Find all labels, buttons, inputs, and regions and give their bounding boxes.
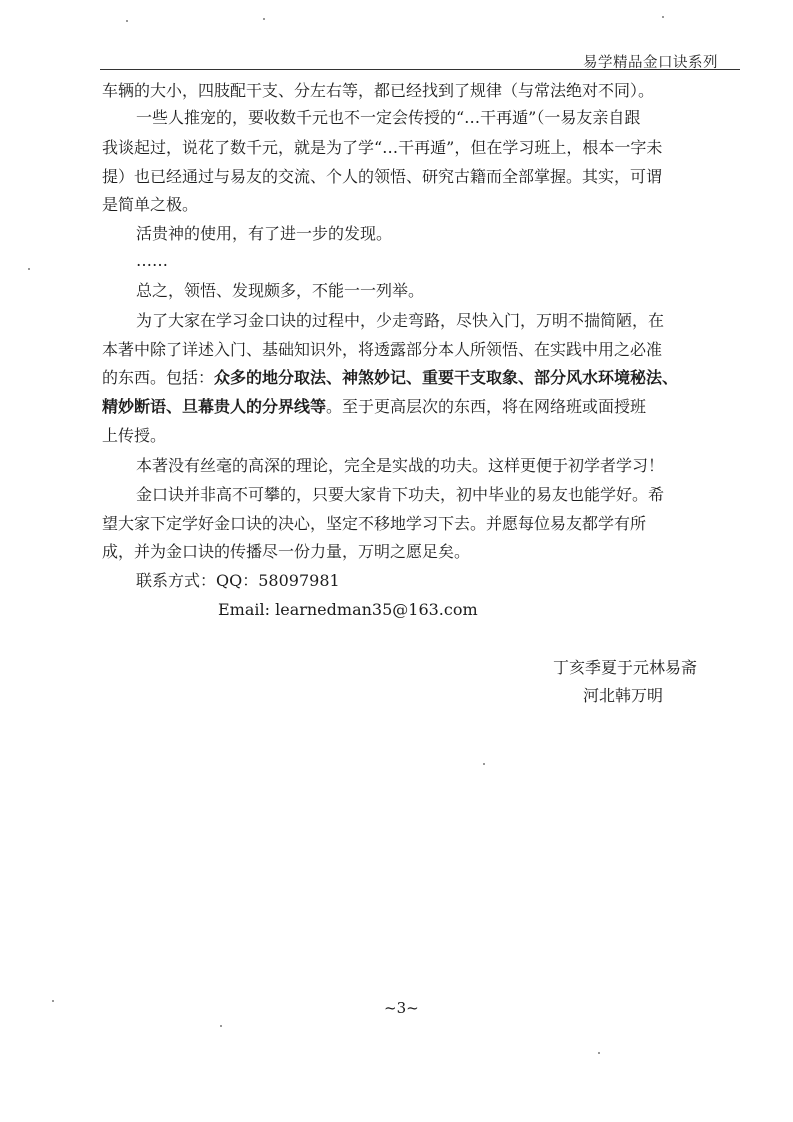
paragraph-line: 本著中除了详述入门、基础知识外，将透露部分本人所领悟、在实践中用之必准 [102, 340, 663, 359]
scan-speck [126, 20, 128, 22]
paragraph-line: 车辆的大小，四肢配干支、分左右等，都已经找到了规律（与常法绝对不同）。 [102, 81, 655, 100]
text-span: 的东西。包括： [102, 368, 215, 387]
contact-qq: 联系方式：QQ：58097981 [136, 571, 340, 590]
bold-highlight: 精妙断语、旦幕贵人的分界线等 [102, 397, 327, 416]
paragraph-line: 上传授。 [102, 426, 167, 445]
paragraph-line: 我谈起过，说花了数千元，就是为了学“…干再遁”，但在学习班上，根本一字未 [102, 138, 663, 157]
ellipsis-line: …… [136, 251, 168, 270]
signature-date-place: 丁亥季夏于元林易斋 [553, 658, 698, 677]
paragraph-line: 本著没有丝毫的高深的理论，完全是实战的功夫。这样更便于初学者学习！ [136, 456, 665, 475]
paragraph-line: 一些人推宠的，要收数千元也不一定会传授的“…干再遁”（一易友亲自跟 [136, 108, 641, 127]
scan-speck [598, 1052, 600, 1054]
paragraph-line [102, 396, 646, 418]
scan-speck [662, 16, 664, 18]
paragraph-line: 是简单之极。 [102, 195, 199, 214]
contact-email: Email: learnedman35@163.com [218, 600, 478, 619]
paragraph-line: 金口诀并非高不可攀的，只要大家肯下功夫，初中毕业的易友也能学好。希 [136, 485, 665, 504]
paragraph-line [102, 367, 678, 389]
bold-highlight: 众多的地分取法、神煞妙记、重要干支取象、部分风水环境秘法、 [214, 368, 679, 387]
scan-speck [220, 1025, 222, 1027]
header-rule [100, 69, 740, 70]
text-span: 。至于更高层次的东西，将在网络班或面授班 [326, 397, 647, 416]
scan-speck [263, 18, 265, 20]
page-number: ~3~ [384, 999, 419, 1017]
scan-speck [52, 1000, 54, 1002]
paragraph-line: 望大家下定学好金口诀的决心，坚定不移地学习下去。并愿每位易友都学有所 [102, 514, 647, 533]
scan-speck [483, 763, 485, 765]
scan-speck [28, 268, 30, 270]
paragraph-line: 成，并为金口诀的传播尽一份力量，万明之愿足矣。 [102, 542, 471, 561]
paragraph-line: 为了大家在学习金口诀的过程中，少走弯路，尽快入门，万明不揣简陋，在 [136, 311, 665, 330]
paragraph-line: 活贵神的使用，有了进一步的发现。 [136, 224, 393, 243]
paragraph-line: 提）也已经通过与易友的交流、个人的领悟、研究古籍而全部掌握。其实，可谓 [102, 167, 663, 186]
paragraph-line: 总之，领悟、发现颇多，不能一一列举。 [136, 281, 425, 300]
series-title: 易学精品金口诀系列 [583, 55, 718, 71]
signature-author: 河北韩万明 [583, 686, 664, 705]
